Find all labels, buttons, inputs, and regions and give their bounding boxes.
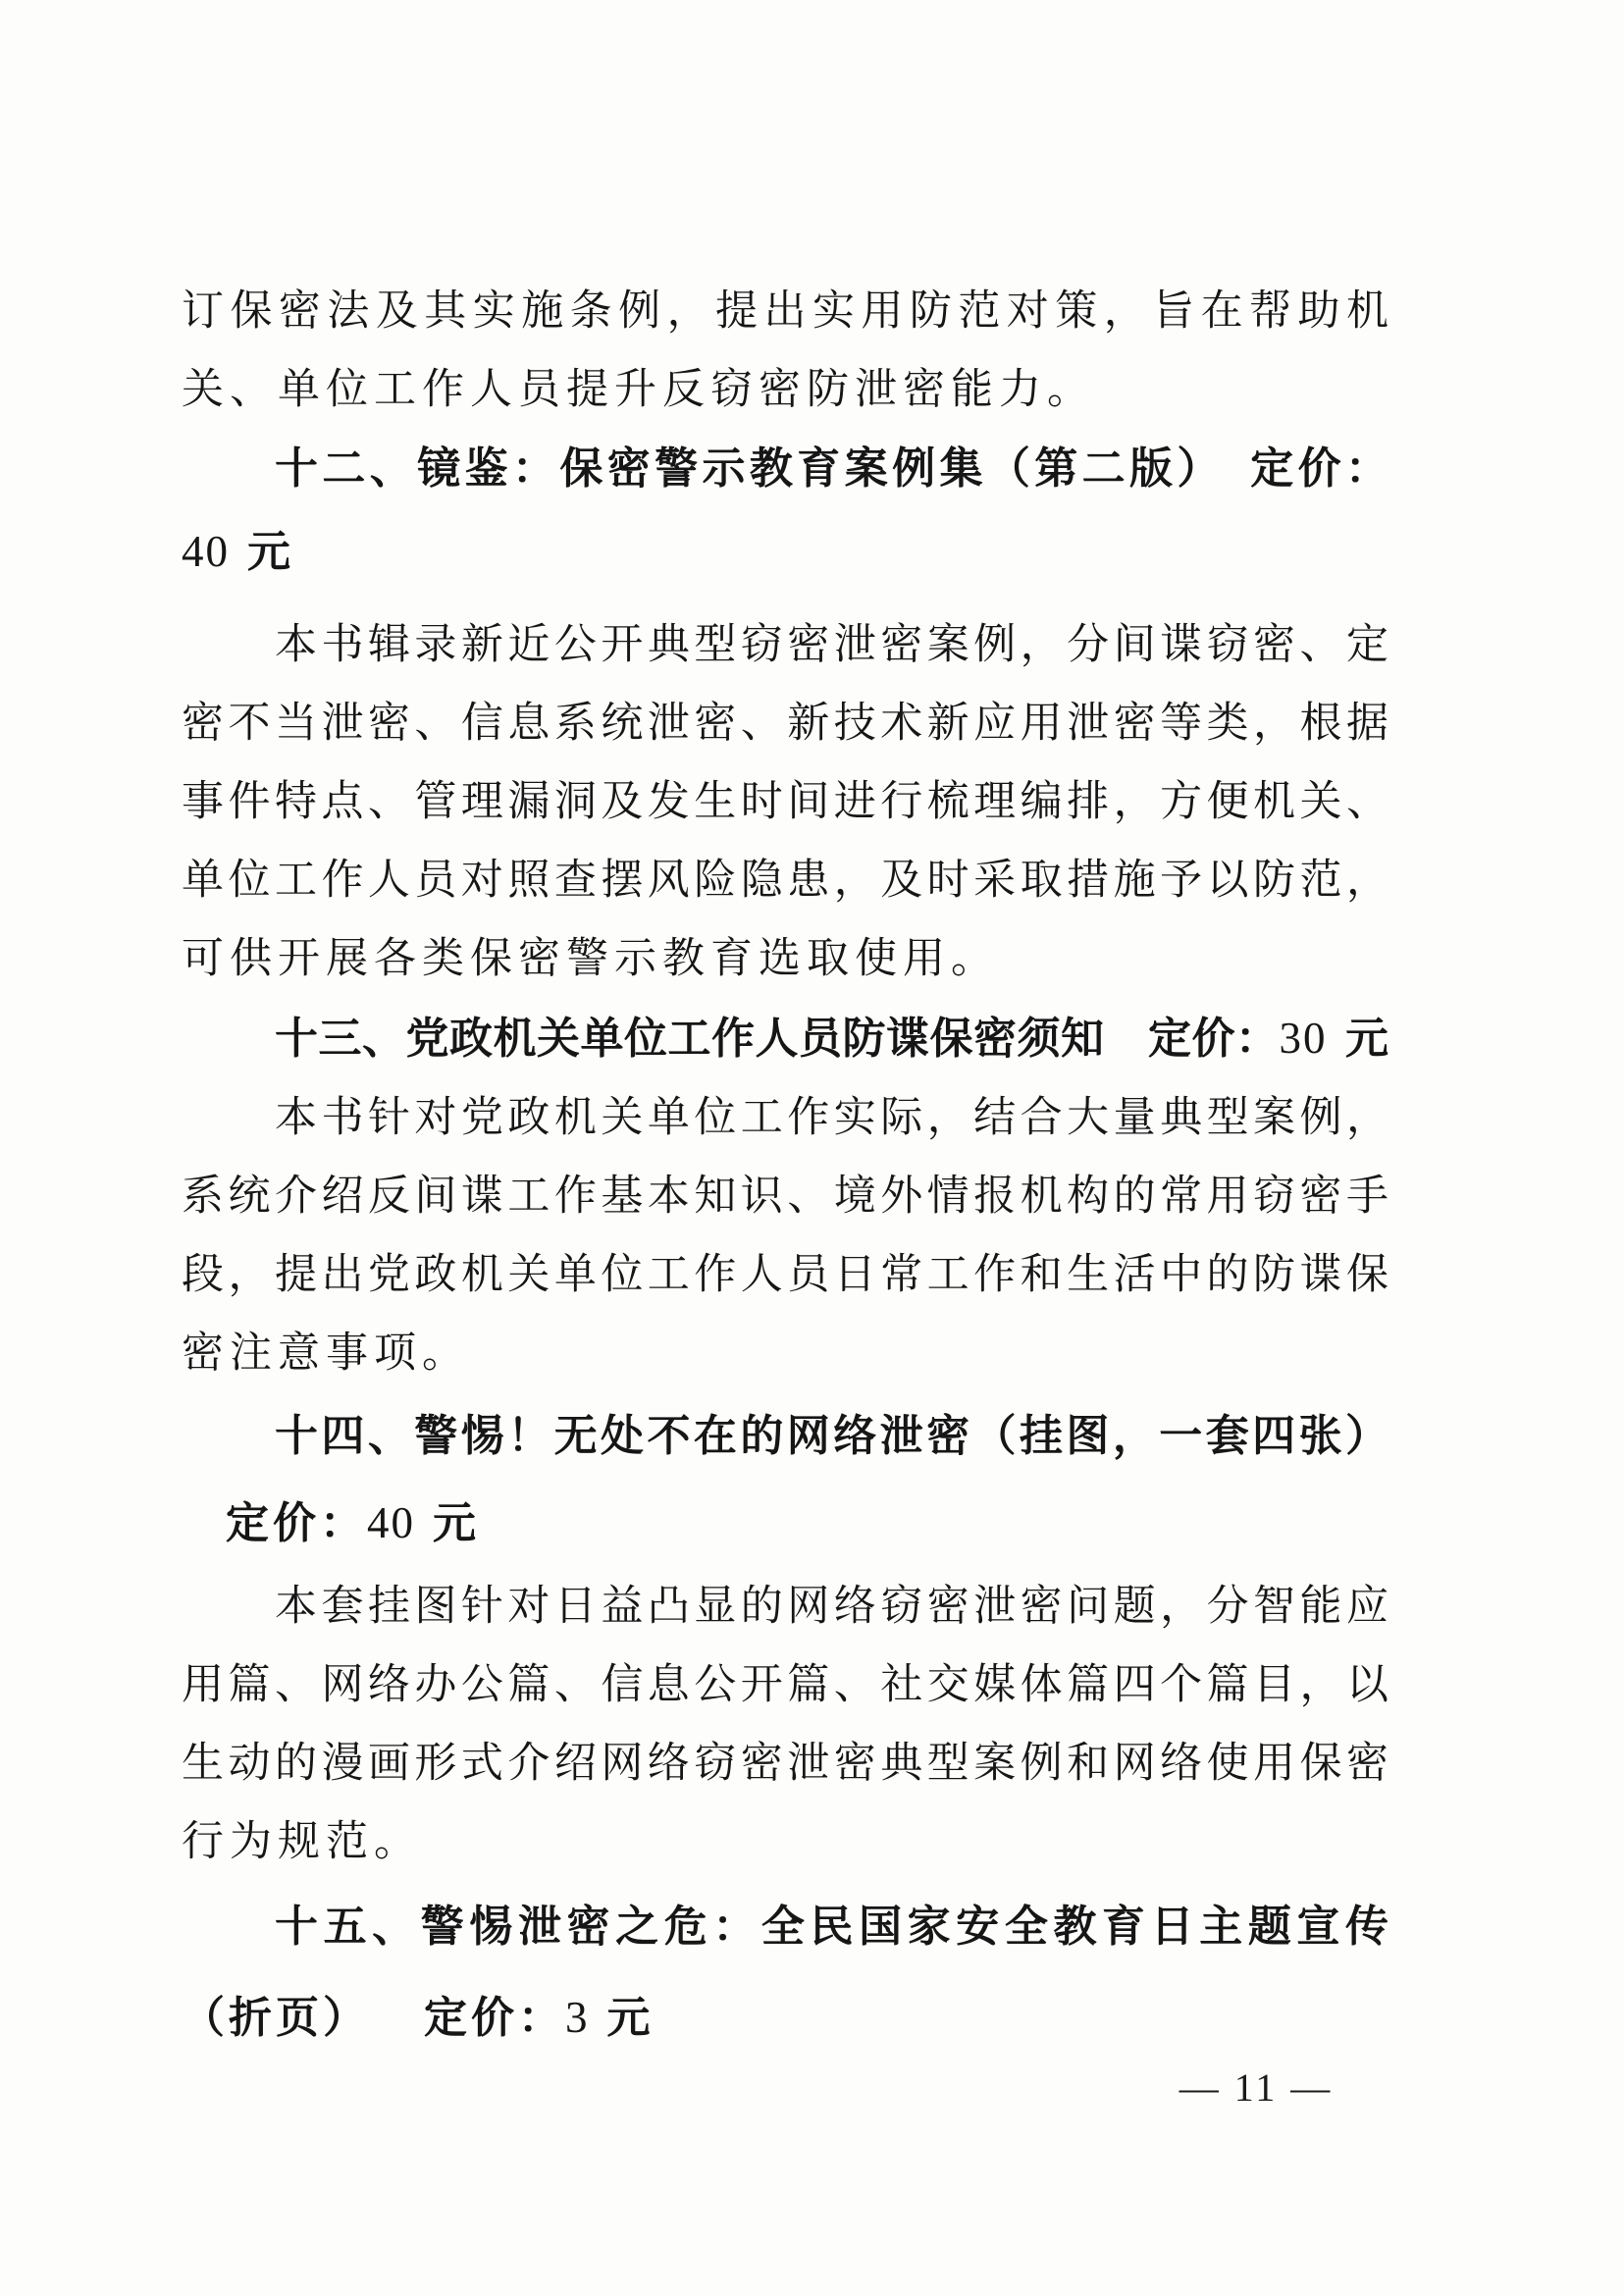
item-14-desc-line-2: 用篇、网络办公篇、信息公开篇、社交媒体篇四个篇目，以 [182, 1662, 1388, 1708]
item-11-desc-cont-line-2: 关、单位工作人员提升反窃密防泄密能力。 [182, 367, 1095, 413]
item-13-desc-line-1: 本书针对党政机关单位工作实际，结合大量典型案例， [275, 1095, 1388, 1141]
price-value: 30 [1279, 1014, 1328, 1063]
price-value: 3 [565, 1993, 590, 2042]
price-label: 定价： [226, 1499, 367, 1547]
item-13-title: 十三、党政机关单位工作人员防谍保密须知 定价： [275, 1015, 1280, 1063]
item-14-heading: 十四、警惕！无处不在的网络泄密（挂图，一套四张） [275, 1412, 1388, 1460]
item-12-desc-line-2: 密不当泄密、信息系统泄密、新技术新应用泄密等类，根据 [182, 701, 1388, 747]
item-12-heading: 十二、镜鉴：保密警示教育案例集（第二版） 定价： [275, 444, 1388, 493]
item-15-price [182, 1978, 1388, 2057]
format-note: （折页） [182, 1994, 370, 2042]
item-14-price [182, 1484, 1388, 1562]
price-value: 40 [367, 1498, 415, 1547]
item-13-desc-line-3: 段，提出党政机关单位工作人员日常工作和生活中的防谍保 [182, 1252, 1388, 1298]
item-14-desc-line-3: 生动的漫画形式介绍网络窃密泄密典型案例和网络使用保密 [182, 1741, 1388, 1787]
item-13-desc-line-4: 密注意事项。 [182, 1331, 470, 1377]
price-unit: 元 [247, 528, 294, 576]
item-14-desc-line-4: 行为规范。 [182, 1819, 422, 1865]
item-11-desc-cont-line-1: 订保密法及其实施条例，提出实用防范对策，旨在帮助机 [182, 288, 1388, 335]
price-unit: 元 [606, 1994, 655, 2042]
price-label: 定价： [424, 1994, 565, 2042]
item-15-heading: 十五、警惕泄密之危：全民国家安全教育日主题宣传 [275, 1903, 1388, 1951]
item-13-heading [182, 999, 1388, 1077]
item-12-desc-line-5: 可供开展各类保密警示教育选取使用。 [182, 936, 999, 982]
item-14-desc-line-1: 本套挂图针对日益凸显的网络窃密泄密问题，分智能应 [275, 1584, 1388, 1630]
price-unit: 元 [433, 1499, 480, 1547]
price-value: 40 [182, 527, 230, 576]
item-12-desc-line-3: 事件特点、管理漏洞及发生时间进行梳理编排，方便机关、 [182, 779, 1388, 825]
item-13-desc-line-2: 系统介绍反间谍工作基本知识、境外情报机构的常用窃密手 [182, 1174, 1388, 1220]
item-12-desc-line-4: 单位工作人员对照查摆风险隐患，及时采取措施予以防范， [182, 858, 1388, 904]
item-12-desc-line-1: 本书辑录新近公开典型窃密泄密案例，分间谍窃密、定 [275, 622, 1388, 668]
page-number: — 11 — [1179, 2065, 1334, 2110]
price-unit: 元 [1344, 1015, 1388, 1063]
item-12-price [182, 512, 1388, 591]
